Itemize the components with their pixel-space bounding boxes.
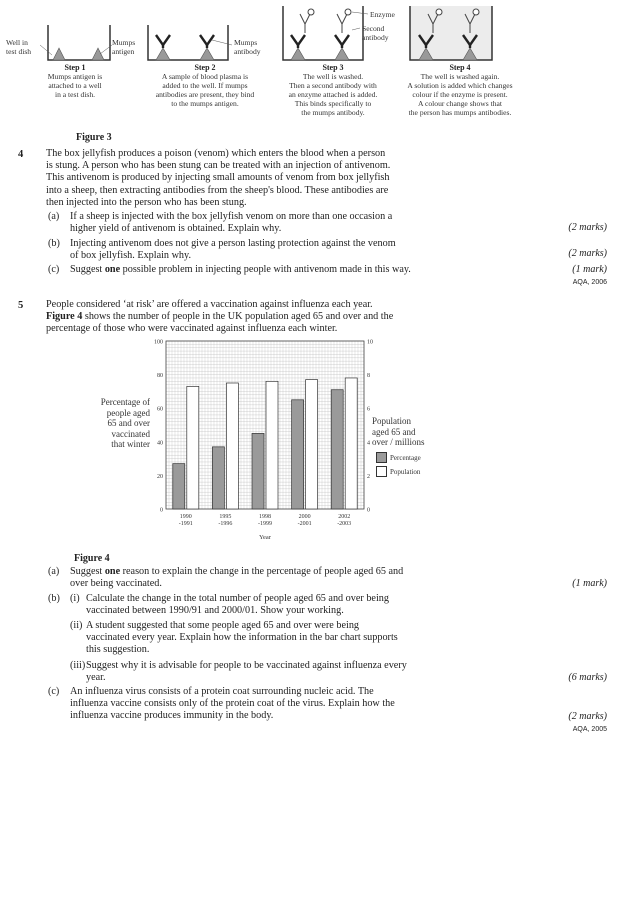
right-tick-label: 0 <box>367 507 370 514</box>
legend <box>376 452 421 477</box>
x-axis-label: Year <box>259 534 271 541</box>
bar-population <box>266 381 278 509</box>
q5bii-label: (ii) <box>70 620 83 631</box>
q5b-label: (b) <box>48 593 60 604</box>
q5biii-text: Suggest why it is advisable for people to be vaccinated against influenza every year. <box>86 660 407 684</box>
step1-well-graphic <box>40 25 112 60</box>
x-tick-label: 1995 <box>219 514 232 520</box>
q4c-label: (c) <box>48 264 60 275</box>
figure-4-title: Figure 4 <box>74 553 110 564</box>
q5c-label: (c) <box>48 686 60 697</box>
left-tick-label: 80 <box>157 373 163 380</box>
step1-caption: Step 1 Mumps antigen is attached to a well in a test dish. <box>47 63 103 99</box>
bar-percentage <box>331 390 343 509</box>
right-tick-label: 4 <box>367 440 370 447</box>
bar-population <box>306 380 318 509</box>
left-tick-label: 60 <box>157 406 163 413</box>
left-tick-label: 100 <box>154 339 163 346</box>
q5b-marks: (6 marks) <box>568 672 607 683</box>
x-tick-label: -2001 <box>297 521 312 527</box>
q5bii-text: A student suggested that some people aged 65 and over were being vaccinated every year. Explain how the information in the bar chart supports this suggestion. <box>86 620 398 656</box>
x-tick-label: -1996 <box>218 521 233 527</box>
left-tick-label: 40 <box>157 440 163 447</box>
left-tick-label: 20 <box>157 473 163 480</box>
step4-well-graphic <box>410 6 492 60</box>
bar-percentage <box>292 400 304 509</box>
bar-percentage <box>212 447 224 509</box>
q5c-marks: (2 marks) <box>568 711 607 722</box>
second-antibody-label: Second antibody <box>362 24 389 42</box>
q5c-text: An influenza virus consists of a protein coat surrounding nucleic acid. The influenza vaccine consists only of the protein coat of the virus. Explain how the influenza vaccine produces immunity in the body. <box>70 686 395 722</box>
legend-swatch-population <box>376 466 387 477</box>
question-4-number: 4 <box>18 149 24 160</box>
question-5-number: 5 <box>18 300 24 311</box>
q4a-marks: (2 marks) <box>568 222 607 233</box>
q5a-label: (a) <box>48 566 60 577</box>
right-tick-label: 10 <box>367 339 373 346</box>
step2-caption: Step 2 A sample of blood plasma is added to the well. If mumps antibodies are present, they bind to the mumps antigen. <box>155 63 255 108</box>
figure-3-title: Figure 3 <box>76 132 112 143</box>
antigen-label: Mumps antigen <box>112 38 136 56</box>
q4a-label: (a) <box>48 211 60 222</box>
right-tick-label: 8 <box>367 373 370 380</box>
q4-source: AQA, 2006 <box>572 279 607 286</box>
legend-item-population: Population <box>376 466 421 477</box>
q4b-text: Injecting antivenom does not give a person lasting protection against the venom of box jellyfish. Explain why. <box>70 238 396 262</box>
question-5-stem: People considered ‘at risk’ are offered a vaccination against influenza each year. Figure 4 shows the number of people in the UK population aged 65 and over and the percentage of those who were vaccinated against influenza each winter. <box>46 299 394 335</box>
q4a-text: If a sheep is injected with the box jellyfish venom on more than one occasion a higher yield of antivenom is obtained. Explain why. <box>70 211 393 235</box>
legend-swatch-percentage <box>376 452 387 463</box>
left-tick-label: 0 <box>160 507 163 514</box>
figure-3-diagram <box>0 0 638 130</box>
bar-population <box>345 378 357 509</box>
step2-well-graphic <box>148 25 232 60</box>
vaccination-bar-chart <box>140 334 380 544</box>
bar-population <box>187 386 199 509</box>
x-tick-label: -1991 <box>178 521 193 527</box>
x-tick-label: -2003 <box>337 521 352 527</box>
left-axis-label: Percentage of people aged 65 and over vaccinated that winter <box>100 397 150 449</box>
q4b-marks: (2 marks) <box>568 248 607 259</box>
step3-caption: Step 3 The well is washed. Then a second antibody with an enzyme attached is added. This binds specifically to the mumps antibody. <box>288 63 378 117</box>
q5-source: AQA, 2005 <box>572 726 607 733</box>
right-tick-label: 6 <box>367 406 370 413</box>
question-4-stem: The box jellyfish produces a poison (venom) which enters the blood when a person is stung. A person who has been stung can be treated with an injection of antivenom. This antivenom is produced by injecting small amounts of venom from box jellyfish into a sheep, then extracting antibodies from the sheep's blood. These antibodies are then injected into the person who has been stung. <box>46 148 391 208</box>
enzyme-label: Enzyme <box>370 10 395 19</box>
q5a-marks: (1 mark) <box>572 578 607 589</box>
bar-percentage <box>252 433 264 509</box>
step4-caption: Step 4 The well is washed again. A solution is added which changes colour if the enzyme is present. A colour change shows that the person has mumps antibodies. <box>407 63 513 117</box>
x-tick-label: 1998 <box>259 514 271 520</box>
right-axis-label: Population aged 65 and over / millions <box>372 416 425 447</box>
q4c-text: Suggest one possible problem in injecting people with antivenom made in this way. <box>70 264 411 275</box>
x-tick-label: 2000 <box>298 514 311 520</box>
q5a-text: Suggest one reason to explain the change in the percentage of people aged 65 and over being vaccinated. <box>70 566 404 590</box>
q5bi-text: Calculate the change in the total number of people aged 65 and over being vaccinated between 1990/91 and 2000/01. Show your working. <box>86 593 389 617</box>
q5bi-label: (i) <box>70 593 80 604</box>
well-label: Well in test dish <box>6 38 32 56</box>
x-tick-label: -1999 <box>258 521 272 527</box>
right-tick-label: 2 <box>367 473 370 480</box>
x-tick-label: 2002 <box>338 514 351 520</box>
q5biii-label: (iii) <box>70 660 86 671</box>
q4b-label: (b) <box>48 238 60 249</box>
bar-population <box>226 383 238 509</box>
q4c-marks: (1 mark) <box>572 264 607 275</box>
bar-percentage <box>173 464 185 509</box>
antibody-label: Mumps antibody <box>234 38 261 56</box>
step3-well-graphic <box>283 6 368 60</box>
legend-item-percentage: Percentage <box>376 452 421 463</box>
x-tick-label: 1990 <box>179 514 192 520</box>
